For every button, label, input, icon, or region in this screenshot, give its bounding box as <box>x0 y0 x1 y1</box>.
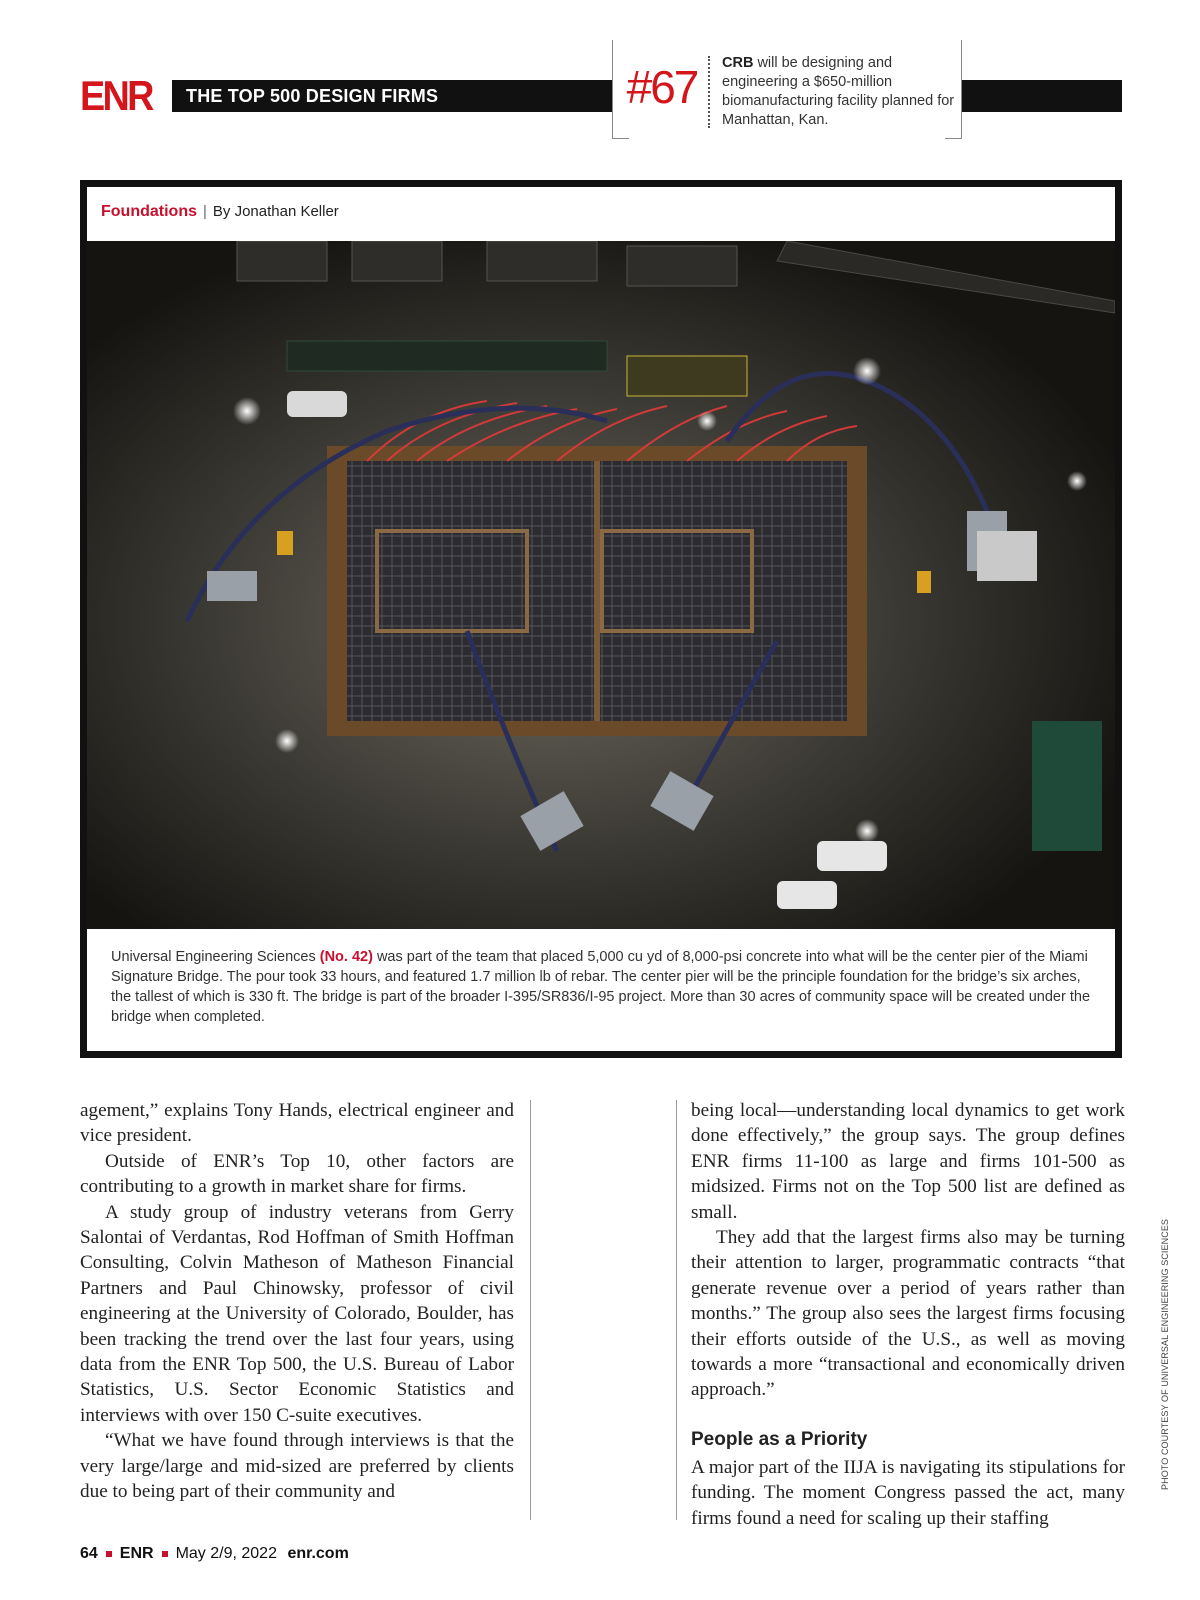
paragraph: being local—understanding local dynamics to get work done effectively,” the group says. The group defines ENR firms 11-100 as large and firms 101-500 as midsized. Firms not on the Top 500 list are defined as small. <box>691 1100 1125 1223</box>
photo-caption <box>111 947 1101 1027</box>
section-title-bar <box>172 80 612 112</box>
rank-text: will be designing and engineering a $650-million biomanufacturing facility planned for Manhattan, Kan. <box>722 55 955 128</box>
caption-text-1: Universal Engineering Sciences <box>111 949 320 965</box>
issue-date: May 2/9, 2022 <box>175 1545 277 1562</box>
enr-logo: ENR <box>80 72 152 119</box>
page-footer <box>80 1545 349 1563</box>
paragraph: “What we have found through interviews is that the very large/large and mid-sized are preferred by clients due to being part of their community and <box>80 1430 514 1503</box>
paragraph: A study group of industry veterans from Gerry Salontai of Verdantas, Rod Hoffman of Smith Hoffman Consulting, Colvin Matheson of Matheson Financial Partners and Paul Chinowsky, professor of civil engineering at the University of Colorado, Boulder, has been tracking the trend over the last four years, using data from the ENR Top 500, the U.S. Bureau of Labor Statistics, U.S. Sector Economic Statistics and interviews with over 150 C-suite executives. <box>80 1201 514 1426</box>
footer-brand: ENR <box>119 1545 154 1562</box>
footer-bullet <box>162 1551 168 1557</box>
rank-callout <box>612 40 962 138</box>
dotted-divider <box>708 56 710 128</box>
paragraph: A major part of the IIJA is navigating its stipulations for funding. The moment Congress passed the act, many firms found a need for scaling up their staffing <box>691 1456 1125 1529</box>
caption-text-2: was part of the team that placed 5,000 cu yd of 8,000-psi concrete into what will be the center pier of the Miami Signature Bridge. The pour took 33 hours, and featured 1.7 million lb of rebar. The center pier will be the principle foundation for the bridge’s six arches, the tallest of which is 330 ft. The bridge is part of the broader I-395/SR836/I-95 project. More than 30 acres of community space will be created under the bridge when completed. <box>111 949 1091 1025</box>
feature-header <box>101 203 339 221</box>
column-rule-2 <box>676 1100 677 1520</box>
paragraph: Outside of ENR’s Top 10, other factors are contributing to a growth in market share for firms. <box>80 1150 514 1198</box>
footer-bullet <box>106 1551 112 1557</box>
rank-firm: CRB <box>722 55 754 71</box>
feature-byline: By Jonathan Keller <box>212 203 339 220</box>
section-title: THE TOP 500 DESIGN FIRMS <box>186 86 439 106</box>
site-link[interactable]: enr.com <box>287 1545 349 1562</box>
header-bar-right <box>962 80 1122 112</box>
feature-section: Foundations <box>101 203 197 220</box>
rank-number: #67 <box>626 61 698 113</box>
paragraph: agement,” explains Tony Hands, electrical engineer and vice president. <box>80 1100 514 1147</box>
feature-box <box>80 180 1122 1058</box>
rank-description <box>722 54 957 130</box>
photo-credit: PHOTO COURTESY OF UNIVERSAL ENGINEERING SCIENCES <box>1160 1218 1170 1490</box>
column-rule-1 <box>530 1100 531 1520</box>
subheading: People as a Priority <box>691 1428 868 1450</box>
paragraph: They add that the largest firms also may be turning their attention to larger, programmatic contracts “that generate revenue over a period of years rather than months.” The group also sees the largest firms focusing their efforts outside of the U.S., as well as moving towards a more “transactional and economically driven approach.” <box>691 1227 1125 1401</box>
article-column-2 <box>691 1098 1125 1531</box>
feature-separator: | <box>202 203 207 220</box>
construction-photo <box>87 241 1115 929</box>
article-column-1 <box>80 1098 514 1505</box>
caption-rank: (No. 42) <box>319 949 373 965</box>
page-number: 64 <box>80 1545 98 1562</box>
